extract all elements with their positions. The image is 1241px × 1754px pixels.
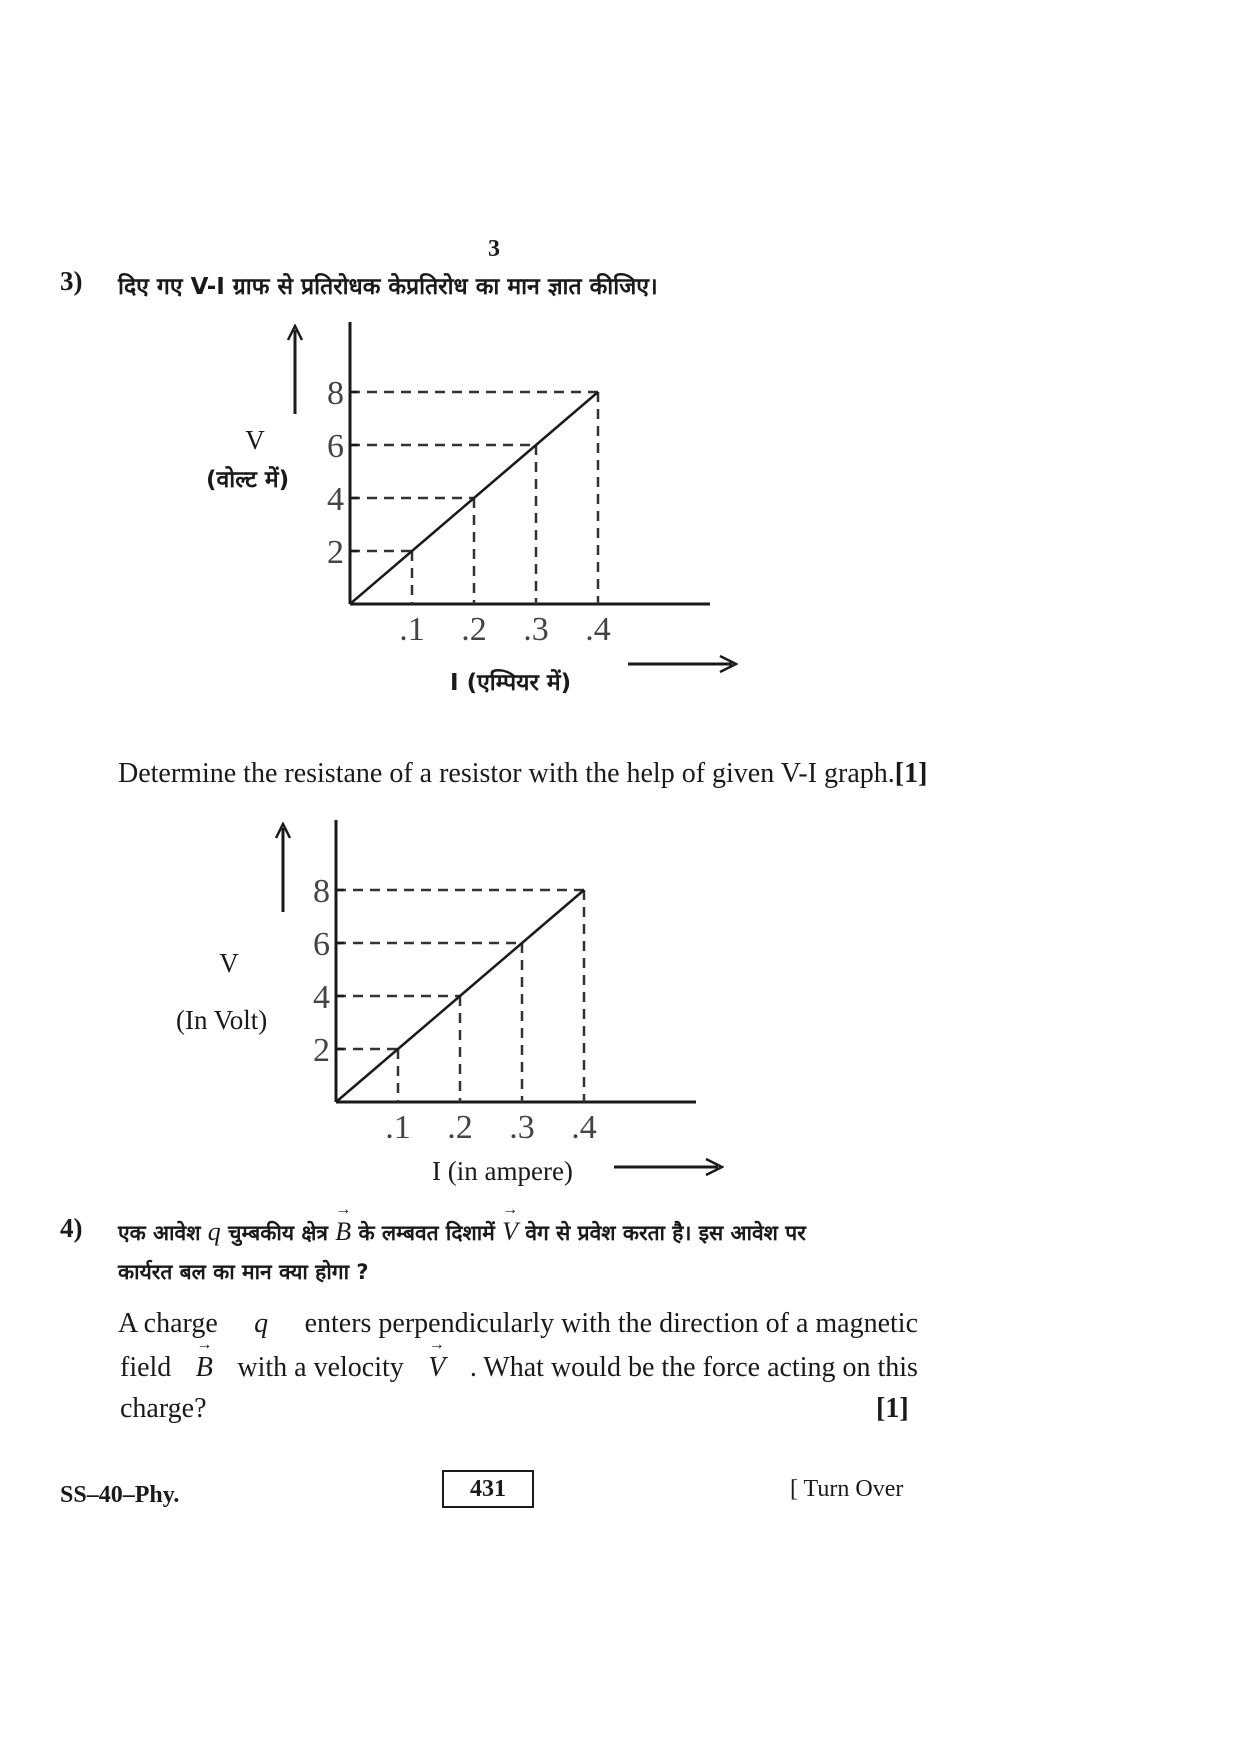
question-4-number: 4) [60,1213,83,1243]
x-tick-label: .3 [509,1109,535,1146]
question-3-english-text: Determine the resistane of a resistor with the help of given V-I graph. [118,758,895,789]
question-3-marks: [1] [894,758,928,789]
question-3-number: 3) [60,266,83,296]
vector-b [195,1336,213,1384]
y-tick-label: 6 [327,428,344,465]
turn-over: [ Turn Over [790,1476,904,1502]
graph-2-y-unit: (In Volt) [176,1005,268,1035]
hindi-text: एक आवेश [118,1221,201,1245]
vector-b-letter: B [335,1217,352,1246]
vector-v [502,1201,519,1247]
graph-2-x-label: I (in ampere) [432,1156,573,1186]
question-4-english-line-3: charge? [120,1393,207,1424]
graph-1 [300,320,740,650]
vector-v [428,1336,446,1384]
x-tick-label: .4 [585,611,611,648]
y-tick-label: 2 [313,1032,330,1069]
y-tick-label: 6 [313,926,330,963]
english-text: field [120,1352,172,1383]
english-text: . What would be the force acting on this [469,1352,918,1383]
vector-b-letter: B [195,1352,213,1383]
english-text: A charge [118,1308,218,1339]
hindi-text: वेग से प्रवेश करता है। इस आवेश पर [525,1221,806,1245]
hindi-text: के लम्बवत दिशामें [358,1221,495,1245]
question-4-hindi-line-1 [118,1201,806,1247]
hindi-text: चुम्बकीय क्षेत्र [228,1221,328,1245]
vector-arrow-icon: → [428,1336,445,1353]
vector-b [335,1201,352,1247]
x-tick-label: .2 [461,611,487,648]
x-axis-arrow [614,1155,724,1179]
x-axis-arrow [628,652,738,676]
question-4-marks: [1] [876,1393,909,1424]
graph-2-y-label: V [219,948,239,978]
question-4-english-line-2 [120,1336,918,1384]
question-4-english-line-1 [118,1308,918,1340]
question-4-hindi-line-2: कार्यरत बल का मान क्या होगा ? [118,1260,369,1284]
english-text: with a velocity [237,1352,404,1383]
graph-1-y-unit: (वोल्ट में) [206,467,290,493]
vector-v-letter: V [428,1352,446,1383]
english-text: enters perpendicularly with the direction of a magnetic [304,1308,918,1339]
paper-code: SS–40–Phy. [60,1482,180,1508]
x-tick-label: .1 [385,1109,411,1146]
y-tick-label: 8 [327,375,344,412]
vector-arrow-icon: → [196,1336,213,1353]
x-tick-label: .4 [571,1109,597,1146]
charge-q: q [254,1308,269,1339]
y-tick-label: 2 [327,534,344,571]
graph-1-y-label: V [245,425,265,455]
y-tick-label: 4 [313,979,330,1016]
vector-arrow-icon: → [335,1201,352,1218]
graph-2 [286,818,726,1148]
y-tick-label: 4 [327,481,344,518]
y-tick-label: 8 [313,873,330,910]
x-tick-label: .2 [447,1109,473,1146]
page-number: 3 [488,236,500,262]
page-box: 431 [442,1470,534,1508]
x-tick-label: .1 [399,611,425,648]
x-tick-label: .3 [523,611,549,648]
graph-1-x-label: I (एम्पियर में) [450,670,572,696]
question-3-hindi-text: दिए गए V-I ग्राफ से प्रतिरोधक केप्रतिरोध का मान ज्ञात कीजिए। [118,274,658,300]
question-3-english-line [118,758,927,790]
vector-arrow-icon: → [502,1201,519,1218]
charge-q: q [207,1217,221,1246]
vector-v-letter: V [502,1217,519,1246]
